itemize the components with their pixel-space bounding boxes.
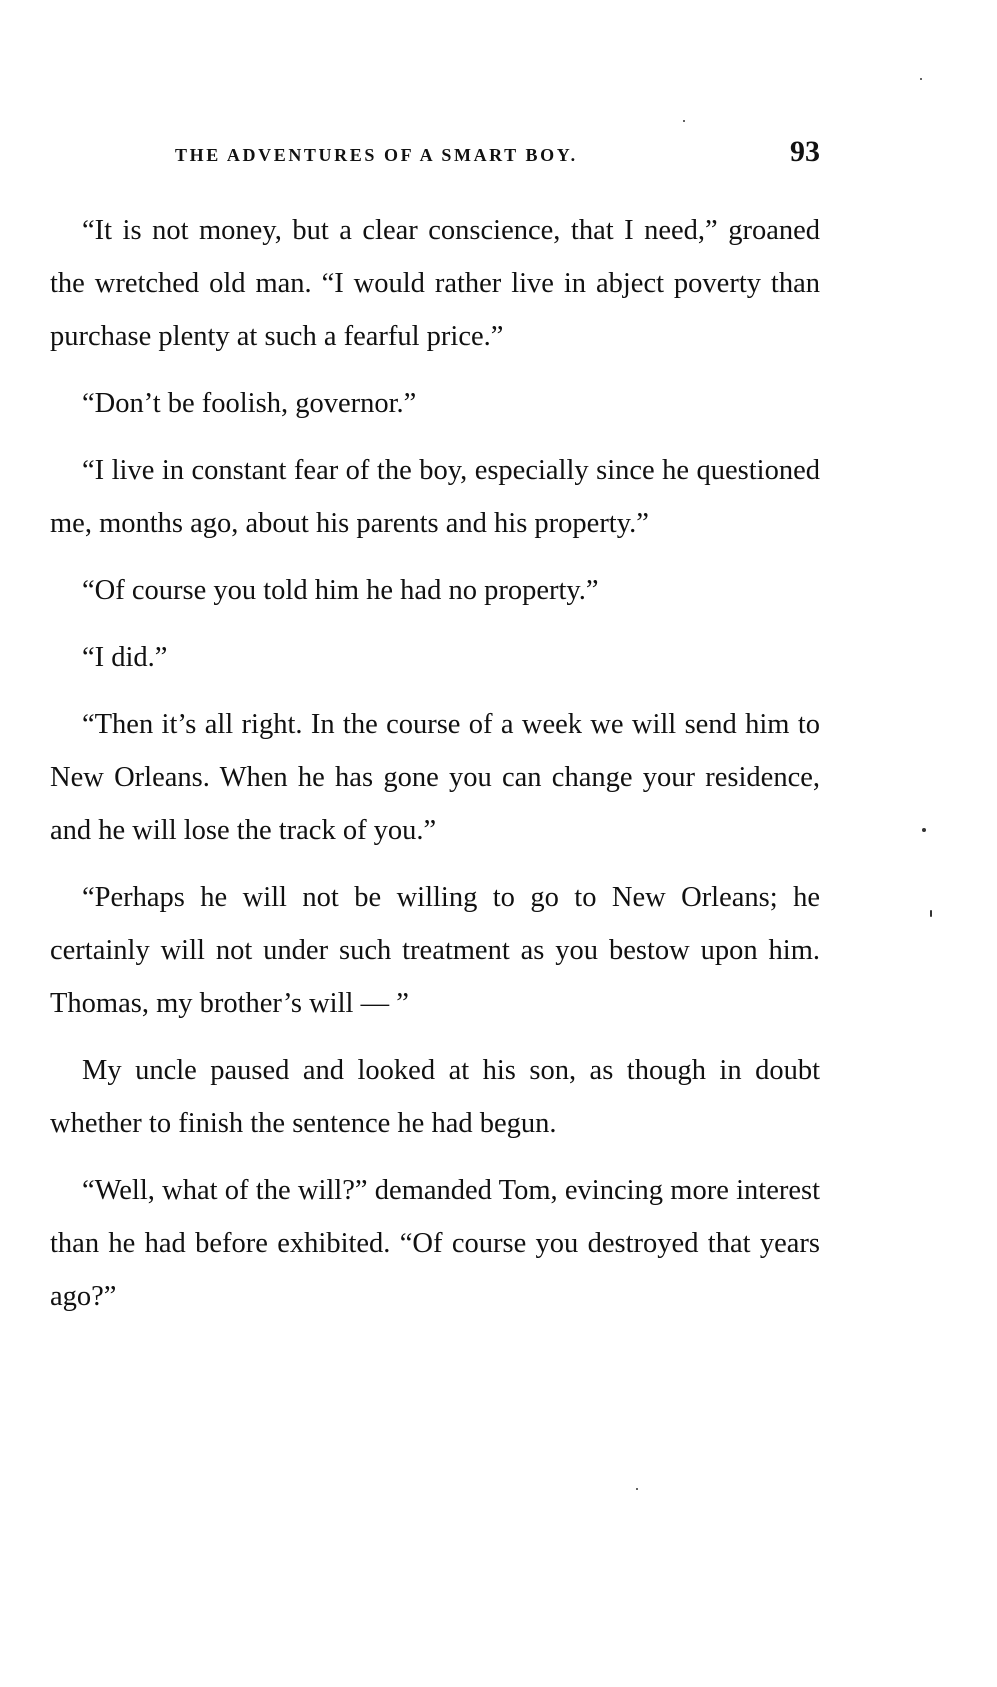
paragraph: “I live in constant fear of the boy, especially since he questioned me, months ago, about his parents and his property.” — [50, 455, 820, 539]
paragraph: My uncle paused and looked at his son, as though in doubt whether to finish the sentence he had begun. — [50, 1055, 820, 1139]
paragraph: “Perhaps he will not be willing to go to New Orleans; he certainly will not under such treatment as you bestow upon him. Thomas, my brother’s will — ” — [50, 882, 820, 1019]
scan-speck — [930, 910, 932, 917]
body-text — [50, 204, 820, 1337]
scan-speck — [636, 1488, 638, 1490]
paragraph: “Well, what of the will?” demanded Tom, evincing more interest than he had before exhibited. “Of course you destroyed that years ago?” — [50, 1175, 820, 1312]
running-header — [50, 135, 820, 175]
scan-speck — [683, 120, 685, 122]
paragraph: “I did.” — [82, 642, 168, 673]
page-number: 93 — [790, 135, 820, 168]
running-header-title: THE ADVENTURES OF A SMART BOY. — [175, 145, 578, 165]
paragraph: “It is not money, but a clear conscience, that I need,” groaned the wretched old man. “I would rather live in abject poverty than purchase plenty at such a fearful price.” — [50, 215, 820, 352]
paragraph: “Then it’s all right. In the course of a week we will send him to New Orleans. When he has gone you can change your residence, and he will lose the track of you.” — [50, 709, 820, 846]
paragraph: “Of course you told him he had no property.” — [82, 575, 599, 606]
scan-speck — [920, 78, 922, 80]
paragraph: “Don’t be foolish, governor.” — [82, 388, 417, 419]
scan-speck — [922, 828, 926, 832]
